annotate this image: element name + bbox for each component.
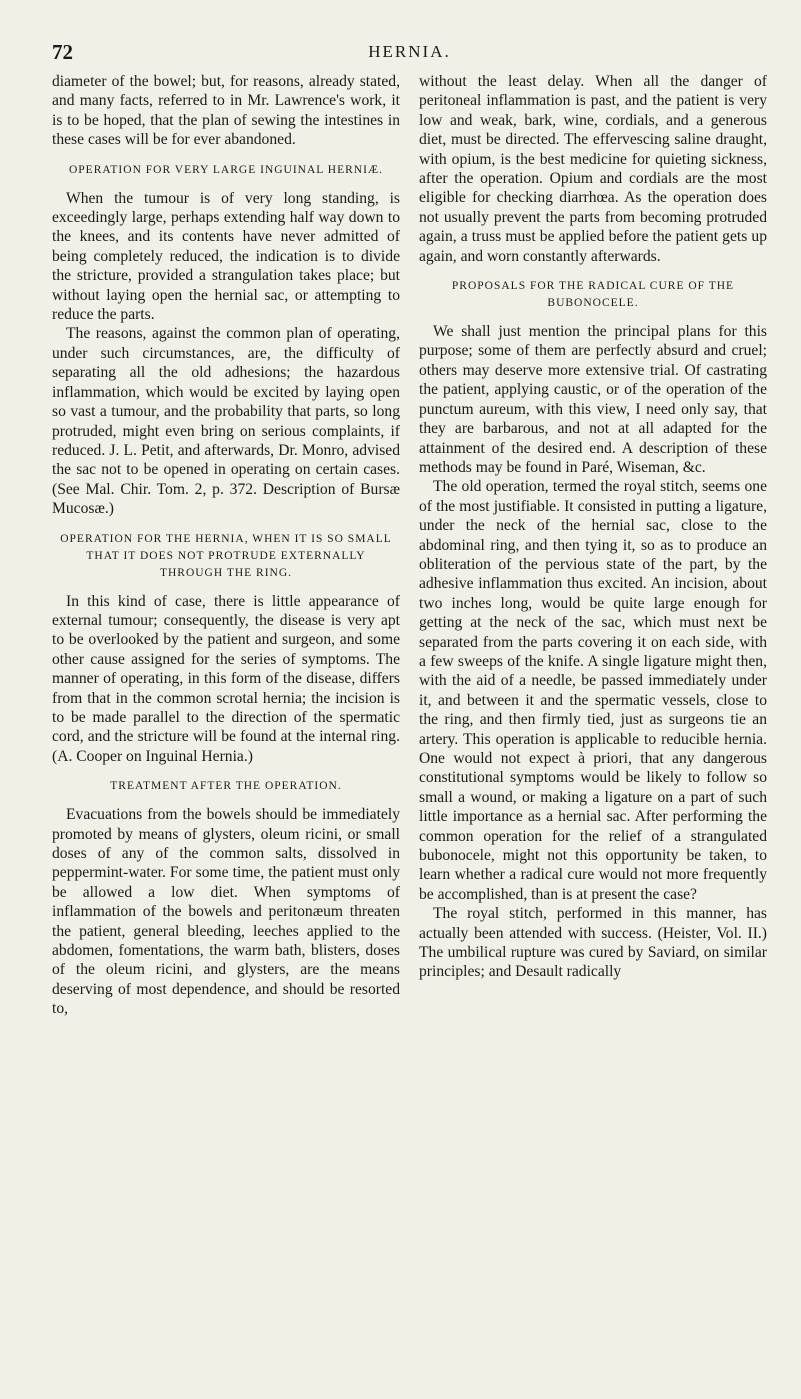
paragraph: diameter of the bowel; but, for reasons, already stated, and many facts, referred to in Mr. Lawrence's work, it is to be hoped, that the plan of sewing the intestines in these cases will be for ever abandoned. [52,73,400,149]
page-header [52,40,767,66]
left-column [52,72,400,1019]
paragraph: The royal stitch, performed in this manner, has actually been attended with success. (Heister, Vol. II.) The umbilical rupture was cured by Saviard, on similar principles; and Desault radically [419,905,767,981]
text-columns [52,72,767,1019]
section-heading: PROPOSALS FOR THE RADICAL CURE OF THE BUBONOCELE. [451,280,735,310]
paragraph: The old operation, termed the royal stitch, seems one of the most justifiable. It consisted in putting a ligature, under the neck of the hernial sac, close to the abdominal ring, and then tying it, so as to produce an obliteration of the pervious state of the part, by the adhesive inflammation thus excited. An incision, about two inches long, would be quite large enough for getting at the neck of the sac, which must next be separated from the parts covering it on each side, with a few sweeps of the knife. A single ligature might then, with the aid of a needle, be passed immediately under it, and between it and the spermatic vessels, close to the ring, and then firmly tied, just as surgeons tie an artery. This operation is applicable to reducible hernia. One would not expect à priori, that any dangerous constitutional symptoms would be likely to follow so small a wound, or making a ligature on a part of such little importance as a hernial sac. After performing the common operation for the relief of a strangulated bubonocele, might not this opportunity be taken, to learn whether a radical cure would not more frequently be accomplished, than is at present the case? [419,478,767,903]
right-column [419,72,767,1019]
running-head: HERNIA. [368,42,451,61]
paragraph: without the least delay. When all the danger of peritoneal inflammation is past, and the patient is very low and weak, bark, wine, cordials, and a generous diet, must be directed. The effervescing saline draught, with opium, is the best medicine for quieting sickness, after the operation. Opium and cordials are the most eligible for checking diarrhœa. As the operation does not usually prevent the parts from becoming protruded again, a truss must be applied before the patient gets up again, and worn constantly afterwards. [419,73,767,265]
paragraph: The reasons, against the common plan of operating, under such circumstances, are, the difficulty of separating all the old adhesions; the hazardous inflammation, which would be excited by laying open so vast a tumour, and the probability that parts, so long protruded, might even bring on serious complaints, if reduced. J. L. Petit, and afterwards, Dr. Monro, advised the sac not to be opened in operating on certain cases. (See Mal. Chir. Tom. 2, p. 372. Description of Bursæ Mucosæ.) [52,325,400,518]
section-heading: OPERATION FOR VERY LARGE INGUINAL HERNIÆ. [68,163,384,176]
section-heading: OPERATION FOR THE HERNIA, WHEN IT IS SO SMALL THAT IT DOES NOT PROTRUDE EXTERNALLY THROUGH THE RING. [60,532,392,579]
section-heading: TREATMENT AFTER THE OPERATION. [110,780,342,793]
page-number: 72 [52,40,73,64]
paragraph: Evacuations from the bowels should be immediately promoted by means of glysters, oleum ricini, or small doses of any of the common salts, dissolved in peppermint-water. For some time, the patient must only be allowed a low diet. When symptoms of inflammation of the bowels and peritonæum threaten the patient, general bleeding, leeches applied to the abdomen, fomentations, the warm bath, blisters, doses of the oleum ricini, and glysters, are the means deserving of most dependence, and should be resorted to, [52,806,400,1018]
paragraph: In this kind of case, there is little appearance of external tumour; consequently, the disease is very apt to be overlooked by the patient and surgeon, and some other cause assigned for the series of symptoms. The manner of operating, in this form of the disease, differs from that in the common scrotal hernia; the incision is to be made parallel to the direction of the spermatic cord, and the stricture will be found at the internal ring. (A. Cooper on Inguinal Hernia.) [52,592,400,765]
paragraph: When the tumour is of very long standing, is exceedingly large, perhaps extending half way down to the knees, and its contents have never admitted of being completely reduced, the indication is to divide the stricture, provided a strangulation takes place; but without laying open the hernial sac, or attempting to reduce the parts. [52,189,400,324]
paragraph: We shall just mention the principal plans for this purpose; some of them are perfectly absurd and cruel; others may deserve more extensive trial. Of castrating the patient, applying caustic, or of the operation of the punctum aureum, with this view, I need only say, that they are barbarous, and not at all adapted for the attainment of the desired end. A description of these methods may be found in Paré, Wiseman, &c. [419,323,767,476]
